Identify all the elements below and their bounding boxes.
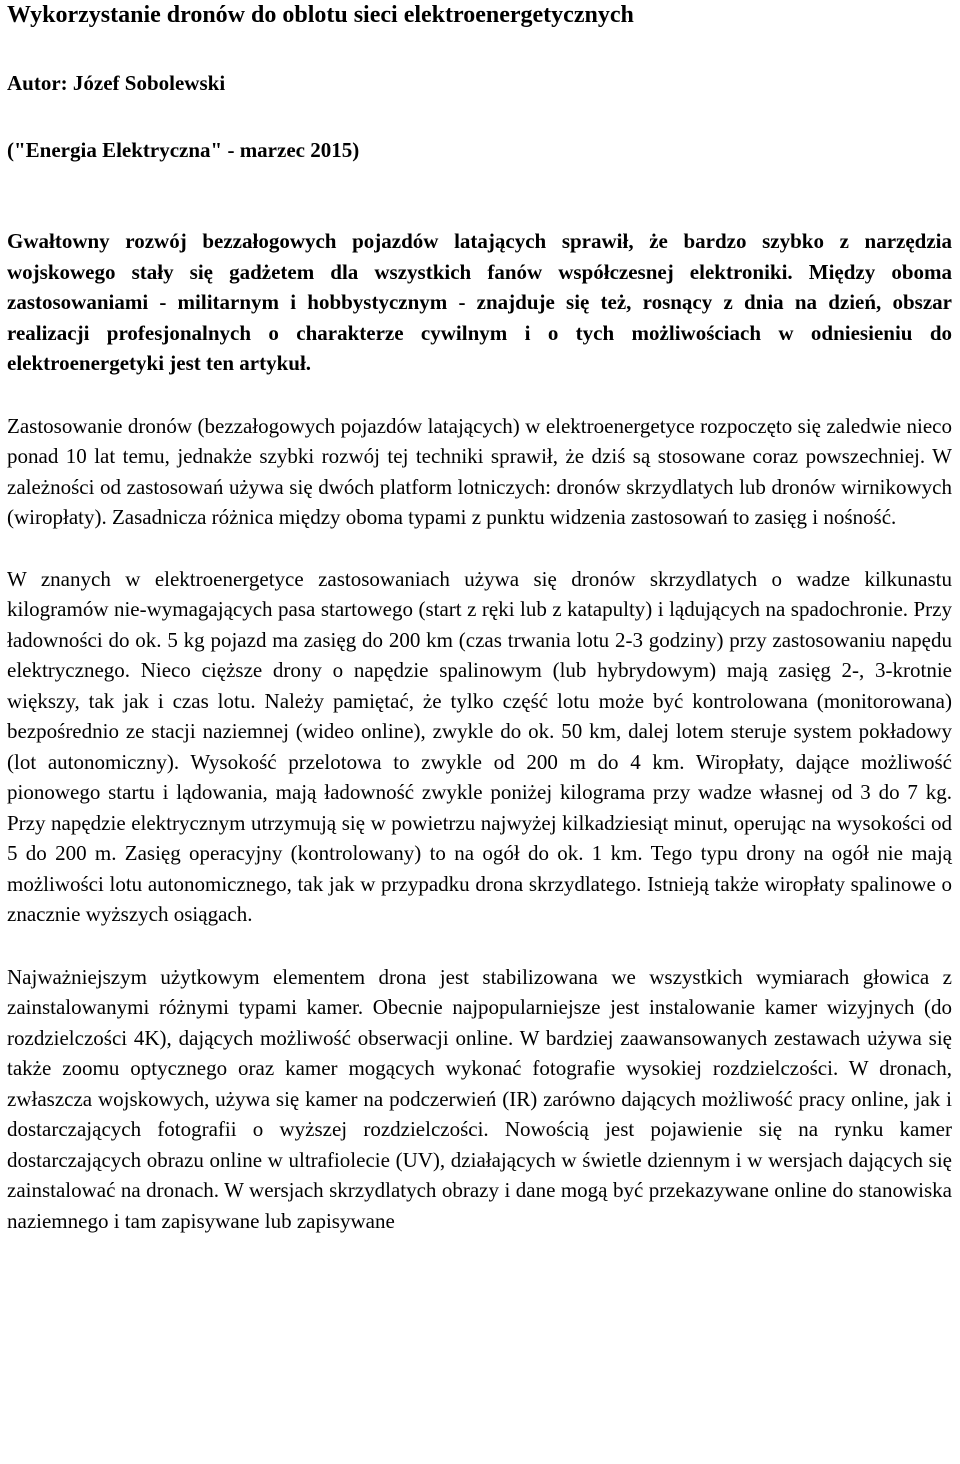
document-author: Autor: Józef Sobolewski (7, 71, 226, 95)
body-paragraph: Zastosowanie dronów (bezzałogowych pojazdów latających) w elektroenergetyce rozpoczęto się zaledwie nieco ponad 10 lat temu, jednakże szybki rozwój tej techniki sprawił, że dziś są stosowane coraz powszechniej. W zależności od zastosowań używa się dwóch platform lotniczych: dronów skrzydlatych lub dronów wirnikowych (wiropłaty). Zasadnicza różnica między oboma typami z punktu widzenia zastosowań to zasięg i nośność. (7, 413, 952, 529)
body-paragraph: W znanych w elektroenergetyce zastosowaniach używa się dronów skrzydlatych o wadze kilkunastu kilogramów nie-wymagających pasa startowego (start z ręki lub z katapulty) i lądujących na spadochronie. Przy ładowności do ok. 5 kg pojazd ma zasięg do 200 km (czas trwania lotu 2-3 godziny) przy zastosowaniu napędu elektrycznego. Nieco cięższe drony o napędzie spalinowym (lub hybrydowym) mają zasięg 2-, 3-krotnie większy, tak jak i czas lotu. Należy pamiętać, że tylko część lotu może być kontrolowana (monitorowana) bezpośrednio ze stacji naziemnej (wideo online), zwykle do ok. 50 km, dalej lotem steruje system pokładowy (lot autonomiczny). Wysokość przelotowa to zwykle od 200 m do 4 km. Wiropłaty, dające możliwość pionowego startu i lądowania, mają ładowność zwykle poniżej kilograma przy wadze własnej od 3 do 7 kg. Przy napędzie elektrycznym utrzymują się w powietrzu najwyżej kilkadziesiąt minut, operując na wysokości od 5 do 200 m. Zasięg operacyjny (kontrolowany) to na ogół do ok. 1 km. Tego typu drony na ogół nie mają możliwości lotu autonomicznego, tak jak w przypadku drona skrzydlatego. Istnieją także wiropłaty spalinowe o znacznie wyższych osiągach. (7, 566, 952, 926)
document-title: Wykorzystanie dronów do oblotu sieci elektroenergetycznych (7, 2, 634, 28)
document-source: ("Energia Elektryczna" - marzec 2015) (7, 138, 360, 162)
body-paragraph: Najważniejszym użytkowym elementem drona jest stabilizowana we wszystkich wymiarach głowica z zainstalowanymi różnymi typami kamer. Obecnie najpopularniejsze jest instalowanie kamer wizyjnych (do rozdzielczości 4K), dających możliwość obserwacji online. W bardziej zaawansowanych zestawach używa się także zoomu optycznego oraz kamer mogących wykonać fotografie wysokiej rozdzielczości. W dronach, zwłaszcza wojskowych, używa się kamer na podczerwień (IR) zarówno dających możliwość pracy online, jak i dostarczających fotografii o wyższej rozdzielczości. Nowością jest pojawienie się na rynku kamer dostarczających obrazu online w ultrafiolecie (UV), działających w świetle dziennym i w wersjach dających się zainstalować na dronach. W wersjach skrzydlatych obrazy i dane mogą być przekazywane online do stanowiska naziemnego i tam zapisywane lub zapisywane (7, 964, 952, 1233)
lead-paragraph: Gwałtowny rozwój bezzałogowych pojazdów latających sprawił, że bardzo szybko z narzędzia wojskowego stały się gadżetem dla wszystkich fanów współczesnej elektroniki. Między oboma zastosowaniami - militarnym i hobbystycznym - znajduje się też, rosnący z dnia na dzień, obszar realizacji profesjonalnych o charakterze cywilnym i o tych możliwościach w odniesieniu do elektroenergetyki jest ten artykuł. (7, 229, 952, 375)
